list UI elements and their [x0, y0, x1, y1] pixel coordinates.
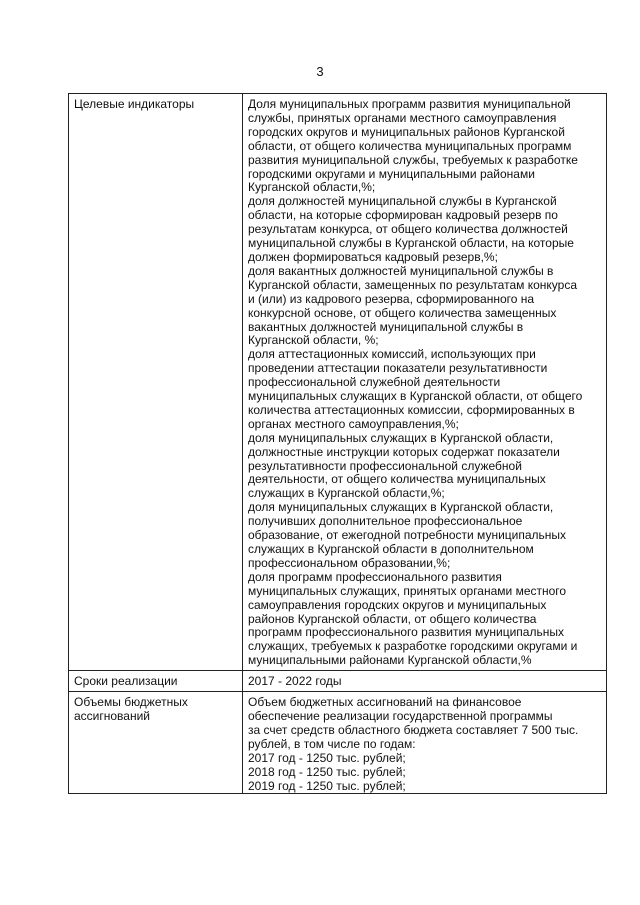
budget-paragraph: Объем бюджетных ассигнований на финансовое обеспечение реализации государственной программы за счет средств областного бюджета составляет 7 500 тыс. рублей, в том числе по годам:	[248, 695, 579, 751]
row-label: Объемы бюджетных ассигнований	[74, 695, 188, 723]
row-label-cell	[69, 94, 243, 671]
budget-year-line: 2019 год - 1250 тыс. рублей;	[248, 778, 406, 793]
indicator-paragraph: доля муниципальных служащих в Курганской области, получивших дополнительное профессиональное образование, от ежегодной потребности муниципальных служащих в Курганской области в дополнительном профессиональном образовании,%;	[248, 500, 567, 570]
row-label-cell	[69, 671, 243, 692]
indicator-paragraph: Доля муниципальных программ развития муниципальной службы, принятых органами местного самоуправления городских округов и муниципальных районов Курганской области, от общего количества муниципальных программ развития муниципальной службы, требуемых к разработке городскими округами и муниципальными районами Курганской области,%;	[248, 97, 578, 195]
indicator-paragraph: доля муниципальных служащих в Курганской области, должностные инструкции которых содержат показатели результативности профессиональной служебной деятельности, от общего количества муниципальных служащих в Курганской области,%;	[248, 430, 560, 501]
page-number: 3	[316, 64, 324, 79]
indicator-paragraph: доля вакантных должностей муниципальной службы в Курганской области, замещенных по результатам конкурса и (или) из кадрового резерва, сформированного на конкурсной основе, от общего количества замещенных вакантных должностей муниципальной службы в Курганской области, %;	[248, 263, 577, 348]
row-label-cell	[69, 692, 243, 794]
table-row-target-indicators	[69, 94, 607, 671]
indicator-paragraph: доля аттестационных комиссий, использующих при проведении аттестации показатели результативности профессиональной служебной деятельности муниципальных служащих в Курганской области, от общего количества аттестационных комиссии, сформированных в органах местного самоуправления,%;	[248, 347, 583, 431]
table-row-implementation-period	[69, 671, 607, 692]
row-label: Сроки реализации	[74, 674, 178, 689]
program-passport-table	[68, 93, 607, 794]
row-value-cell	[243, 94, 607, 671]
row-label: Целевые индикаторы	[74, 97, 195, 111]
budget-year-line: 2018 год - 1250 тыс. рублей;	[248, 764, 406, 779]
row-value-cell	[243, 692, 607, 794]
indicator-paragraph: доля должностей муниципальной службы в Курганской области, на которые сформирован кадровый резерв по результатам конкурса, от общего количества должностей муниципальной службы в Курганской области, на которые должен формироваться кадровый резерв,%;	[248, 194, 574, 264]
period-value: 2017 - 2022 годы	[248, 674, 342, 689]
table-row-budget-allocations	[69, 692, 607, 794]
row-value-cell	[243, 671, 607, 692]
budget-year-line: 2017 год - 1250 тыс. рублей;	[248, 750, 406, 765]
indicator-paragraph: доля программ профессионального развития муниципальных служащих, принятых органами местного самоуправления городских округов и муниципальных районов Курганской области, от общего количества программ профессионального развития муниципальных служащих, требуемых к разработке городскими округами и муниципальными районами Курганской области,%	[248, 569, 578, 668]
